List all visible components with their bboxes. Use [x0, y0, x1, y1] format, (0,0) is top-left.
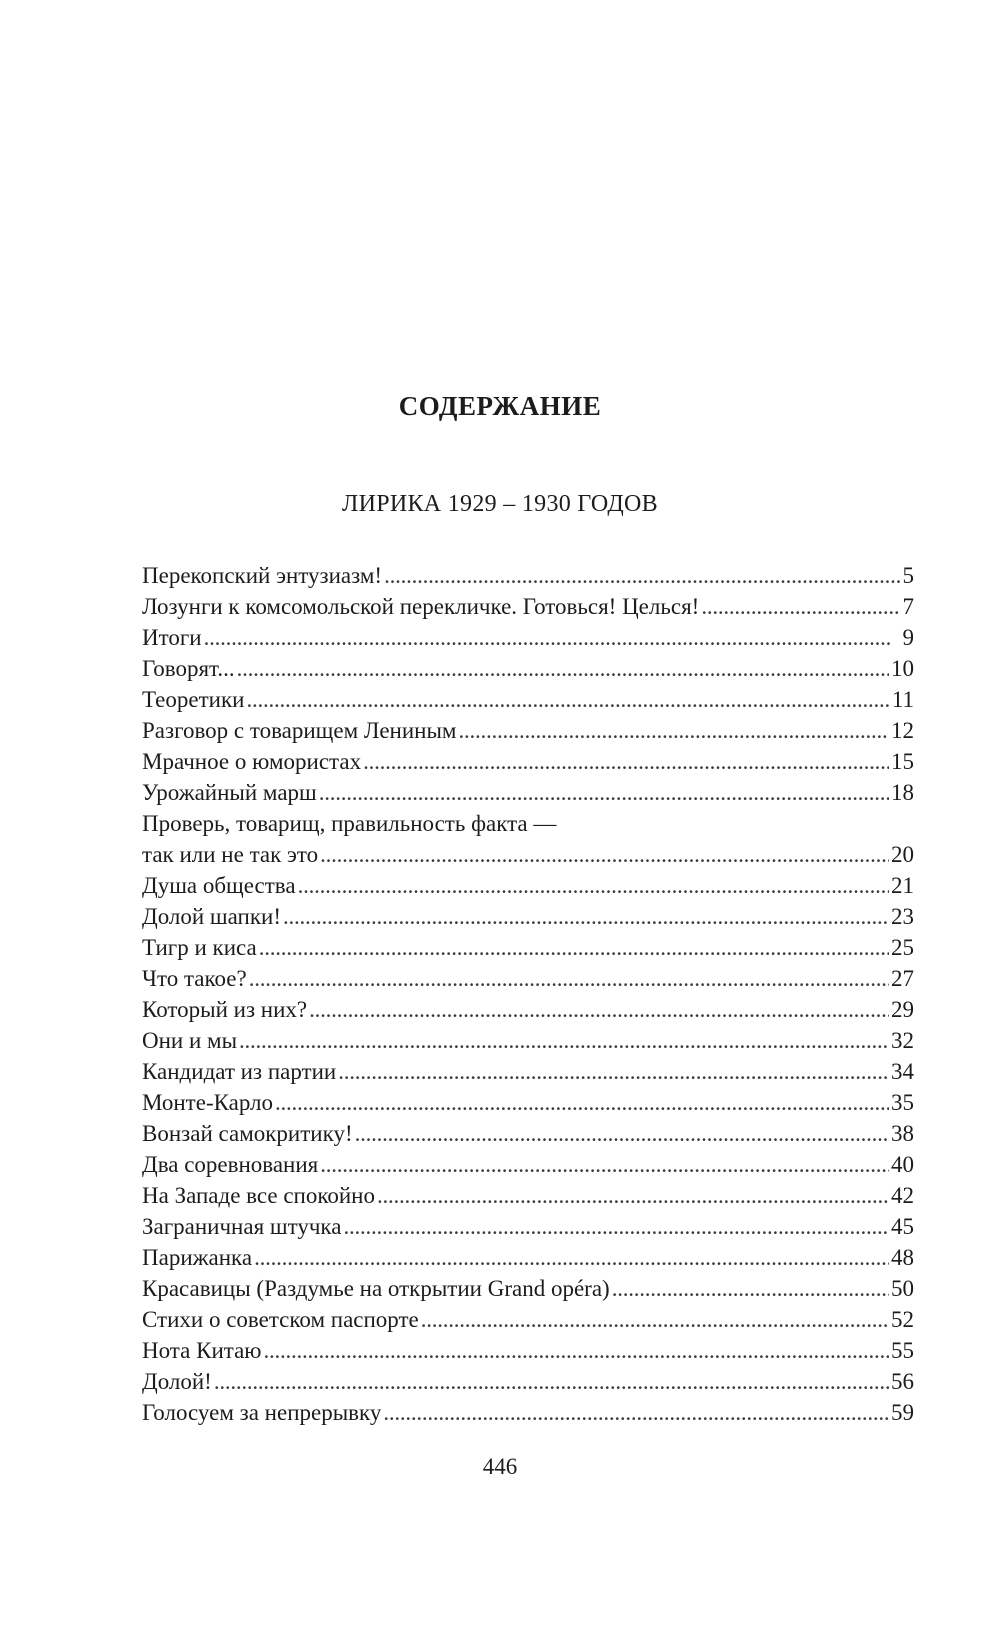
toc-leader-dots	[384, 560, 900, 591]
toc-entry-title: Лозунги к комсомольской перекличке. Готовься! Целься!	[142, 594, 700, 619]
toc-entry-page: 32	[891, 1028, 914, 1053]
toc-entry-title: Разговор с товарищем Лениным	[142, 718, 457, 743]
table-of-contents	[142, 560, 914, 1428]
toc-entry-page: 23	[891, 904, 914, 929]
toc-entry-page: 48	[891, 1245, 914, 1270]
toc-leader-dots	[263, 1335, 889, 1366]
toc-leader-dots	[249, 963, 889, 994]
toc-leader-dots	[259, 932, 889, 963]
toc-entry-page: 40	[891, 1152, 914, 1177]
toc-entry	[142, 870, 914, 901]
toc-entry-title: Монте-Карло	[142, 1090, 274, 1115]
toc-entry-title: Два соревнования	[142, 1152, 319, 1177]
toc-entry-title: Долой шапки!	[142, 904, 281, 929]
toc-entry-page: 5	[902, 563, 914, 588]
toc-entry-page: 11	[891, 687, 914, 712]
toc-entry-page: 35	[891, 1090, 914, 1115]
toc-entry-title: Голосуем за непрерывку	[142, 1400, 382, 1425]
toc-leader-dots	[612, 1273, 889, 1304]
toc-leader-dots	[320, 1149, 889, 1180]
toc-entry	[142, 963, 914, 994]
toc-entry-title: Перекопский энтузиазм!	[142, 563, 383, 588]
toc-leader-dots	[338, 1056, 889, 1087]
toc-entry	[142, 808, 914, 870]
toc-entry	[142, 1397, 914, 1428]
toc-leader-dots	[320, 839, 889, 870]
toc-entry-title: Урожайный марш	[142, 780, 317, 805]
toc-entry-title: Что такое?	[142, 966, 247, 991]
toc-entry	[142, 684, 914, 715]
toc-entry-title: Тигр и киса	[142, 935, 257, 960]
toc-entry	[142, 932, 914, 963]
toc-entry	[142, 777, 914, 808]
toc-leader-dots	[298, 870, 889, 901]
toc-entry-page: 29	[891, 997, 914, 1022]
toc-leader-dots	[275, 1087, 889, 1118]
toc-entry-title: Говорят...	[142, 656, 235, 681]
toc-entry	[142, 1273, 914, 1304]
toc-entry-page: 10	[891, 656, 914, 681]
toc-entry	[142, 1242, 914, 1273]
toc-leader-dots	[254, 1242, 889, 1273]
toc-entry	[142, 994, 914, 1025]
toc-entry-page: 20	[891, 842, 914, 867]
toc-entry-title: Который из них?	[142, 997, 308, 1022]
toc-leader-dots	[283, 901, 889, 932]
toc-entry	[142, 746, 914, 777]
toc-leader-dots	[237, 653, 889, 684]
toc-entry-page: 18	[891, 780, 914, 805]
toc-entry-title: Заграничная штучка	[142, 1214, 342, 1239]
toc-entry-page: 15	[891, 749, 914, 774]
toc-entry	[142, 1087, 914, 1118]
toc-entry-title: Теоретики	[142, 687, 245, 712]
toc-entry-title: Нота Китаю	[142, 1338, 262, 1363]
toc-entry-page: 50	[891, 1276, 914, 1301]
page-title: СОДЕРЖАНИЕ	[398, 391, 602, 421]
toc-entry	[142, 622, 914, 653]
toc-leader-dots	[421, 1304, 889, 1335]
toc-entry	[142, 1118, 914, 1149]
toc-leader-dots	[363, 746, 889, 777]
toc-leader-dots	[214, 1366, 889, 1397]
toc-entry-page: 45	[891, 1214, 914, 1239]
toc-entry	[142, 901, 914, 932]
toc-entry-page: 55	[891, 1338, 914, 1363]
toc-entry-page: 38	[891, 1121, 914, 1146]
toc-entry-title: Вонзай самокритику!	[142, 1121, 353, 1146]
toc-entry	[142, 1180, 914, 1211]
toc-entry-title: Итоги	[142, 625, 202, 650]
toc-entry	[142, 1304, 914, 1335]
toc-entry-title: Они и мы	[142, 1028, 238, 1053]
page-number: 446	[482, 1454, 518, 1479]
toc-entry-title: Долой!	[142, 1369, 212, 1394]
toc-entry-title: Красавицы (Раздумье на открытии Grand opéra)	[142, 1276, 610, 1301]
toc-entry-page: 42	[891, 1183, 914, 1208]
toc-entry-title: Парижанка	[142, 1245, 253, 1270]
toc-entry-page: 27	[891, 966, 914, 991]
toc-leader-dots	[701, 591, 900, 622]
toc-entry-page: 25	[891, 935, 914, 960]
toc-leader-dots	[355, 1118, 889, 1149]
toc-entry	[142, 591, 914, 622]
toc-leader-dots	[459, 715, 890, 746]
toc-entry-title: Стихи о советском паспорте	[142, 1307, 419, 1332]
toc-entry-page: 21	[891, 873, 914, 898]
toc-leader-dots	[377, 1180, 889, 1211]
toc-entry-page: 9	[902, 625, 914, 650]
toc-leader-dots	[246, 684, 889, 715]
toc-entry-title: На Западе все спокойно	[142, 1183, 375, 1208]
toc-entry	[142, 1335, 914, 1366]
toc-entry	[142, 1149, 914, 1180]
toc-entry	[142, 560, 914, 591]
toc-leader-dots	[343, 1211, 889, 1242]
toc-leader-dots	[239, 1025, 889, 1056]
toc-entry	[142, 1366, 914, 1397]
toc-entry-title: так или не так это	[142, 842, 319, 867]
toc-entry-page: 7	[902, 594, 914, 619]
toc-leader-dots	[309, 994, 889, 1025]
toc-entry-title: Кандидат из партии	[142, 1059, 337, 1084]
toc-leader-dots	[204, 622, 901, 653]
toc-entry	[142, 1025, 914, 1056]
toc-entry-page: 12	[891, 718, 914, 743]
toc-entry-title: Душа общества	[142, 873, 296, 898]
toc-entry-page: 52	[891, 1307, 914, 1332]
toc-entry	[142, 653, 914, 684]
toc-entry-page: 56	[891, 1369, 914, 1394]
toc-entry-page: 59	[891, 1400, 914, 1425]
toc-entry-title: Мрачное о юмористах	[142, 749, 362, 774]
toc-leader-dots	[383, 1397, 889, 1428]
toc-leader-dots	[319, 777, 889, 808]
toc-entry-title-line1: Проверь, товарищ, правильность факта —	[142, 811, 557, 836]
toc-entry-page: 34	[891, 1059, 914, 1084]
toc-entry	[142, 715, 914, 746]
toc-entry	[142, 1211, 914, 1242]
section-title: ЛИРИКА 1929 – 1930 ГОДОВ	[342, 491, 658, 517]
toc-entry	[142, 1056, 914, 1087]
